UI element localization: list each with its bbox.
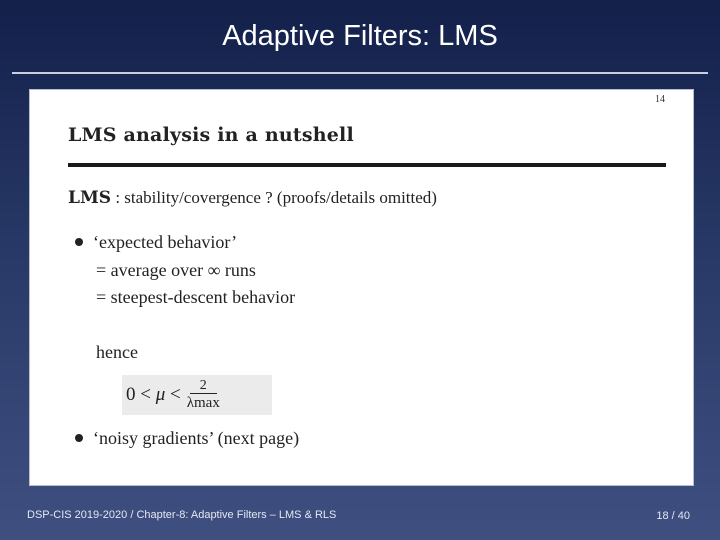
step-size-bound-formula [122,375,272,415]
bullet-icon [75,238,83,246]
steepest-descent-line: = steepest-descent behavior [96,287,296,307]
formula-lhs [126,384,181,406]
fraction-denominator: λmax [186,395,220,411]
section-heading: LMS analysis in a nutshell [68,124,354,146]
bullet-text: ‘expected behavior’ [93,232,238,252]
bullet-icon [75,434,83,442]
formula-lt: < [165,384,181,405]
slide-title: Adaptive Filters: LMS [222,20,498,52]
fraction-numerator: 2 [190,378,217,394]
hence-text: hence [96,342,138,362]
average-over-runs-line: = average over ∞ runs [96,260,256,280]
slide-content-panel [29,89,694,486]
formula-fraction [187,378,220,412]
heading-rule [68,163,666,167]
footer-course-info: DSP-CIS 2019-2020 / Chapter-8: Adaptive Filters – LMS & RLS [27,509,337,521]
formula-mu: μ [155,384,166,405]
bullet-text: ‘noisy gradients’ (next page) [93,428,300,448]
bullet-expected-behavior [75,232,237,253]
bullet-noisy-gradients [75,428,299,449]
footer-page-counter: 18 / 40 [656,510,690,522]
lms-label: LMS [68,188,112,208]
lms-statement-text: : stability/covergence ? (proofs/details omitted) [111,188,437,207]
lms-statement [68,188,437,208]
title-divider [12,72,708,74]
page-number: 14 [655,94,665,105]
formula-zero: 0 < [126,384,156,405]
